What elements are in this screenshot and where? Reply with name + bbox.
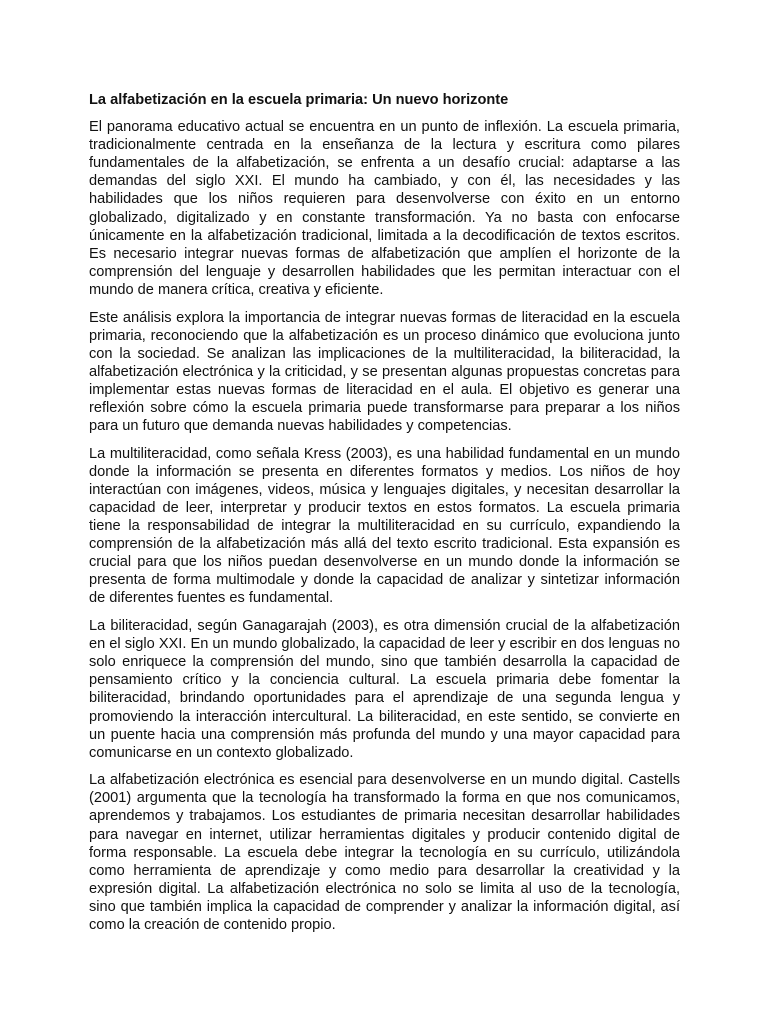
paragraph-intro: El panorama educativo actual se encuentra en un punto de inflexión. La escuela primaria, tradicionalmente centrada en la enseñanza de la lectura y escritura como pilares fundamentales de la alfabetización, se enfrenta a un desafío crucial: adaptarse a las demandas del siglo XXI. El mundo ha cambiado, y con él, las necesidades y las habilidades que los niños requieren para desenvolverse con éxito en un entorno globalizado, digitalizado y en constante transformación. Ya no basta con enfocarse únicamente en la alfabetización tradicional, limitada a la decodificación de textos escritos. Es necesario integrar nuevas formas de alfabetización que amplíen el horizonte de la comprensión del lenguaje y desarrollen habilidades que les permitan interactuar con el mundo de manera crítica, creativa y eficiente. [89, 119, 680, 298]
paragraph-multiliteracy: La multiliteracidad, como señala Kress (2003), es una habilidad fundamental en un mundo donde la información se presenta en diferentes formatos y medios. Los niños de hoy interactúan con imágenes, videos, música y lenguajes digitales, y necesitan desarrollar la capacidad de leer, interpretar y producir textos en estos formatos. La escuela primaria tiene la responsabilidad de integrar la multiliteracidad en su currículo, expandiendo la comprensión de la alfabetización más allá del texto escrito tradicional. Esta expansión es crucial para que los niños puedan desenvolverse en un mundo donde la información se presenta de forma multimodale y donde la capacidad de analizar y sintetizar información de diferentes fuentes es fundamental. [89, 445, 680, 607]
paragraph-electronic-literacy: La alfabetización electrónica es esencial para desenvolverse en un mundo digital. Castells (2001) argumenta que la tecnología ha transformado la forma en que nos comunicamos, aprendemos y trabajamos. Los estudiantes de primaria necesitan desarrollar habilidades para navegar en internet, utilizar herramientas digitales y producir contenido digital de forma responsable. La escuela debe integrar la tecnología en su currículo, utilizándola como herramienta de aprendizaje y como medio para desarrollar la creatividad y la expresión digital. La alfabetización electrónica no solo se limita al uso de la tecnología, sino que también implica la capacidad de comprender y analizar la información digital, así como la creación de contenido propio. [89, 772, 680, 934]
paragraph-biliteracy: La biliteracidad, según Ganagarajah (2003), es otra dimensión crucial de la alfabetización en el siglo XXI. En un mundo globalizado, la capacidad de leer y escribir en dos lenguas no solo enriquece la comprensión del mundo, sino que también desarrolla la capacidad de pensamiento crítico y la conciencia cultural. La escuela primaria debe fomentar la biliteracidad, brindando oportunidades para el aprendizaje de una segunda lengua y promoviendo la interacción intercultural. La biliteracidad, en este sentido, se convierte en un puente hacia una comprensión más profunda del mundo y una mayor capacidad para comunicarse en un contexto globalizado. [89, 618, 680, 761]
document-page [89, 91, 680, 944]
document-title: La alfabetización en la escuela primaria: Un nuevo horizonte [89, 92, 509, 108]
paragraph-analysis: Este análisis explora la importancia de integrar nuevas formas de literacidad en la escuela primaria, reconociendo que la alfabetización es un proceso dinámico que evoluciona junto con la sociedad. Se analizan las implicaciones de la multiliteracidad, la biliteracidad, la alfabetización electrónica y la criticidad, y se presentan algunas propuestas concretas para implementar estas nuevas formas de literacidad en el aula. El objetivo es generar una reflexión sobre cómo la escuela primaria puede transformarse para preparar a los niños para un futuro que demanda nuevas habilidades y competencias. [89, 309, 680, 435]
